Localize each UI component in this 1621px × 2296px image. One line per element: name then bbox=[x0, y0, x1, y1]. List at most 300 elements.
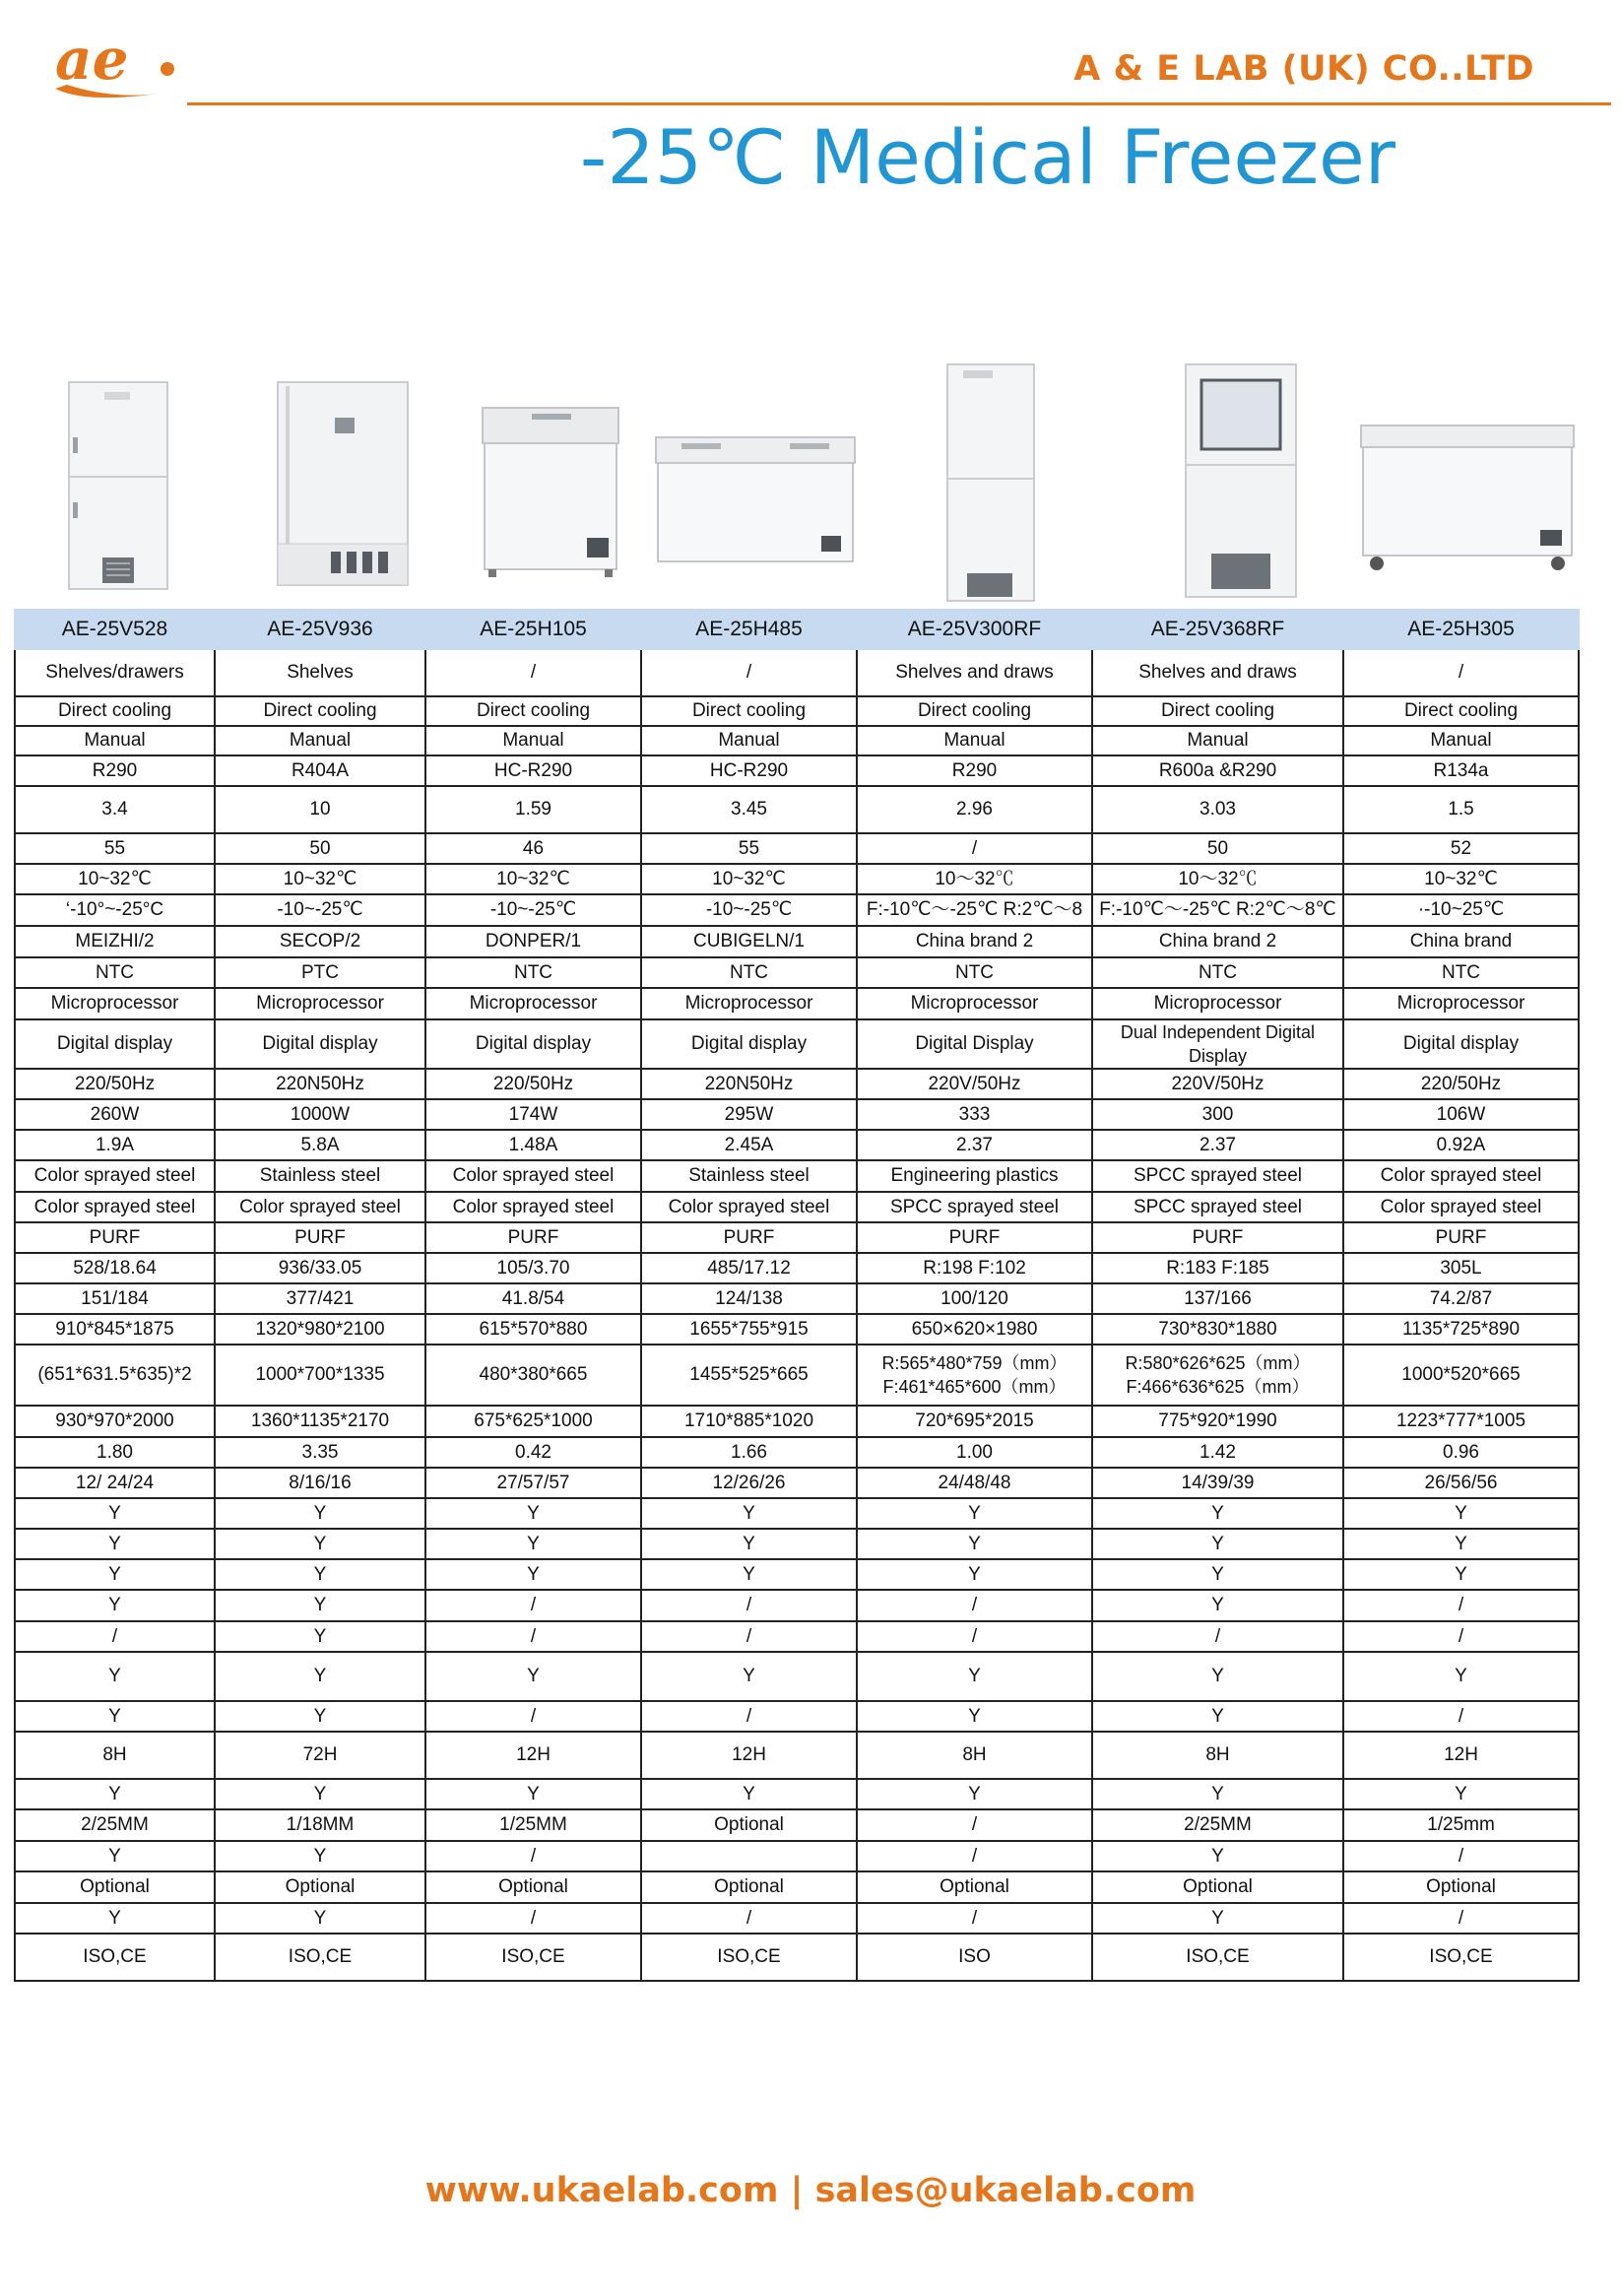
spec-cell: Microprocessor bbox=[641, 988, 857, 1019]
spec-cell: Manual bbox=[215, 726, 425, 755]
spec-cell: NTC bbox=[1092, 957, 1343, 988]
spec-cell: Manual bbox=[641, 726, 857, 755]
spec-cell: Y bbox=[425, 1498, 641, 1529]
spec-cell: Microprocessor bbox=[215, 988, 425, 1019]
spec-cell: PURF bbox=[215, 1222, 425, 1253]
spec-cell: 220/50Hz bbox=[1343, 1069, 1579, 1099]
spec-cell: 1.59 bbox=[425, 786, 641, 833]
spec-cell: Direct cooling bbox=[1092, 696, 1343, 726]
spec-cell: 10~32℃ bbox=[15, 864, 215, 894]
spec-cell: 27/57/57 bbox=[425, 1468, 641, 1498]
spec-cell: 1/25mm bbox=[1343, 1809, 1579, 1841]
spec-cell: 333 bbox=[857, 1099, 1092, 1130]
spec-cell: Y bbox=[1092, 1903, 1343, 1934]
spec-cell: Y bbox=[1343, 1652, 1579, 1701]
spec-cell: Direct cooling bbox=[215, 696, 425, 726]
spec-cell: / bbox=[425, 1701, 641, 1732]
spec-cell: China brand 2 bbox=[1092, 926, 1343, 957]
spec-cell: 1135*725*890 bbox=[1343, 1314, 1579, 1345]
spec-cell: ISO,CE bbox=[1092, 1934, 1343, 1981]
spec-row bbox=[15, 649, 1579, 696]
spec-row bbox=[15, 696, 1579, 726]
spec-cell: Color sprayed steel bbox=[215, 1192, 425, 1222]
spec-cell: 52 bbox=[1343, 833, 1579, 864]
spec-cell: 1/25MM bbox=[425, 1809, 641, 1841]
spec-cell: / bbox=[641, 1903, 857, 1934]
spec-cell: Y bbox=[215, 1529, 425, 1559]
spec-cell: / bbox=[641, 1621, 857, 1652]
page-title: -25℃ Medical Freezer bbox=[579, 113, 1396, 201]
spec-cell: 8H bbox=[1092, 1732, 1343, 1779]
spec-cell: Color sprayed steel bbox=[1343, 1160, 1579, 1192]
spec-cell: / bbox=[15, 1621, 215, 1652]
spec-cell: SPCC sprayed steel bbox=[1092, 1160, 1343, 1192]
product-image-ae-25h485 bbox=[652, 433, 859, 571]
spec-cell: 936/33.05 bbox=[215, 1253, 425, 1283]
spec-cell: Digital display bbox=[641, 1019, 857, 1069]
spec-cell: Y bbox=[1343, 1779, 1579, 1809]
spec-row bbox=[15, 1019, 1579, 1069]
spec-cell: / bbox=[857, 1841, 1092, 1871]
spec-cell: Digital display bbox=[425, 1019, 641, 1069]
spec-row bbox=[15, 1069, 1579, 1099]
spec-cell: Y bbox=[857, 1529, 1092, 1559]
spec-cell: Optional bbox=[857, 1871, 1092, 1903]
spec-cell: Microprocessor bbox=[15, 988, 215, 1019]
spec-cell: / bbox=[1343, 1621, 1579, 1652]
spec-cell: 10~32℃ bbox=[215, 864, 425, 894]
spec-cell: Optional bbox=[1343, 1871, 1579, 1903]
spec-row bbox=[15, 726, 1579, 755]
spec-table bbox=[14, 609, 1580, 1982]
spec-cell: Digital display bbox=[1343, 1019, 1579, 1069]
spec-cell: Y bbox=[15, 1529, 215, 1559]
spec-cell: Y bbox=[1092, 1701, 1343, 1732]
spec-cell: Engineering plastics bbox=[857, 1160, 1092, 1192]
model-name: AE-25H105 bbox=[425, 610, 641, 649]
spec-cell: Stainless steel bbox=[641, 1160, 857, 1192]
spec-cell: PURF bbox=[1092, 1222, 1343, 1253]
spec-cell: -10~-25℃ bbox=[641, 894, 857, 926]
spec-cell: R:565*480*759（mm） F:461*465*600（mm） bbox=[857, 1345, 1092, 1406]
spec-cell: 0.42 bbox=[425, 1437, 641, 1468]
spec-cell: CUBIGELN/1 bbox=[641, 926, 857, 957]
spec-cell: Manual bbox=[15, 726, 215, 755]
spec-row bbox=[15, 1192, 1579, 1222]
product-image-ae-25h105 bbox=[477, 404, 624, 581]
company-name: A & E LAB (UK) CO..LTD bbox=[1073, 49, 1534, 89]
product-image-ae-25v936 bbox=[274, 378, 412, 591]
spec-row bbox=[15, 1437, 1579, 1468]
product-images bbox=[14, 355, 1578, 609]
spec-cell: Y bbox=[215, 1621, 425, 1652]
spec-cell: PURF bbox=[15, 1222, 215, 1253]
spec-cell: Color sprayed steel bbox=[641, 1192, 857, 1222]
spec-cell: HC-R290 bbox=[641, 755, 857, 786]
spec-cell: / bbox=[425, 1590, 641, 1621]
spec-cell: 220/50Hz bbox=[15, 1069, 215, 1099]
spec-cell: Y bbox=[641, 1498, 857, 1529]
spec-cell: Direct cooling bbox=[857, 696, 1092, 726]
spec-row bbox=[15, 1621, 1579, 1652]
spec-row bbox=[15, 864, 1579, 894]
spec-cell: Optional bbox=[1092, 1871, 1343, 1903]
spec-row bbox=[15, 755, 1579, 786]
spec-cell: Y bbox=[215, 1903, 425, 1934]
spec-cell: 46 bbox=[425, 833, 641, 864]
model-name: AE-25V936 bbox=[215, 610, 425, 649]
spec-cell: Color sprayed steel bbox=[1343, 1192, 1579, 1222]
spec-cell: Y bbox=[641, 1652, 857, 1701]
spec-row bbox=[15, 1529, 1579, 1559]
spec-cell: Manual bbox=[857, 726, 1092, 755]
spec-cell: 2/25MM bbox=[1092, 1809, 1343, 1841]
spec-cell: 151/184 bbox=[15, 1283, 215, 1314]
spec-cell: Direct cooling bbox=[1343, 696, 1579, 726]
spec-cell: 1320*980*2100 bbox=[215, 1314, 425, 1345]
spec-cell: 10~32℃ bbox=[425, 864, 641, 894]
spec-cell: 3.4 bbox=[15, 786, 215, 833]
spec-cell: 220N50Hz bbox=[215, 1069, 425, 1099]
spec-cell: Y bbox=[215, 1779, 425, 1809]
spec-cell: / bbox=[641, 1590, 857, 1621]
spec-cell: 1223*777*1005 bbox=[1343, 1406, 1579, 1437]
spec-cell: 3.03 bbox=[1092, 786, 1343, 833]
spec-cell: Y bbox=[1092, 1779, 1343, 1809]
spec-cell: / bbox=[857, 1809, 1092, 1841]
spec-cell: Y bbox=[15, 1779, 215, 1809]
spec-cell: Stainless steel bbox=[215, 1160, 425, 1192]
spec-cell: Y bbox=[641, 1529, 857, 1559]
spec-cell: 50 bbox=[215, 833, 425, 864]
spec-cell: Y bbox=[215, 1498, 425, 1529]
model-name: AE-25V300RF bbox=[857, 610, 1092, 649]
spec-cell: 295W bbox=[641, 1099, 857, 1130]
spec-cell: 305L bbox=[1343, 1253, 1579, 1283]
product-image-ae-25v368rf bbox=[1182, 361, 1300, 603]
spec-cell: Y bbox=[1343, 1559, 1579, 1590]
spec-cell: / bbox=[1343, 1903, 1579, 1934]
header-divider bbox=[187, 102, 1611, 105]
spec-cell: Y bbox=[15, 1701, 215, 1732]
spec-cell: 1000*520*665 bbox=[1343, 1345, 1579, 1406]
spec-cell: 50 bbox=[1092, 833, 1343, 864]
spec-cell: 2.45A bbox=[641, 1130, 857, 1160]
spec-cell: / bbox=[1092, 1621, 1343, 1652]
spec-cell: PTC bbox=[215, 957, 425, 988]
spec-cell: 8/16/16 bbox=[215, 1468, 425, 1498]
spec-cell: R600a &R290 bbox=[1092, 755, 1343, 786]
spec-cell: 1.42 bbox=[1092, 1437, 1343, 1468]
spec-row bbox=[15, 1222, 1579, 1253]
spec-row bbox=[15, 1903, 1579, 1934]
spec-cell: ISO bbox=[857, 1934, 1092, 1981]
spec-cell: 8H bbox=[15, 1732, 215, 1779]
spec-row bbox=[15, 1283, 1579, 1314]
spec-row bbox=[15, 1590, 1579, 1621]
spec-cell: R:198 F:102 bbox=[857, 1253, 1092, 1283]
spec-cell: Y bbox=[857, 1559, 1092, 1590]
spec-row bbox=[15, 1934, 1579, 1981]
spec-cell: 220/50Hz bbox=[425, 1069, 641, 1099]
spec-cell: 12/26/26 bbox=[641, 1468, 857, 1498]
spec-cell: Y bbox=[1092, 1652, 1343, 1701]
spec-cell: 105/3.70 bbox=[425, 1253, 641, 1283]
spec-cell: 12H bbox=[1343, 1732, 1579, 1779]
spec-cell: 1/18MM bbox=[215, 1809, 425, 1841]
spec-row bbox=[15, 1130, 1579, 1160]
spec-cell: 1.00 bbox=[857, 1437, 1092, 1468]
spec-cell: Shelves/drawers bbox=[15, 649, 215, 696]
spec-cell: R290 bbox=[857, 755, 1092, 786]
spec-cell: 650×620×1980 bbox=[857, 1314, 1092, 1345]
spec-cell: Shelves and draws bbox=[1092, 649, 1343, 696]
spec-row bbox=[15, 894, 1579, 926]
model-name: AE-25H305 bbox=[1343, 610, 1579, 649]
spec-cell: Dual Independent Digital Display bbox=[1092, 1019, 1343, 1069]
spec-cell: NTC bbox=[1343, 957, 1579, 988]
spec-cell: 480*380*665 bbox=[425, 1345, 641, 1406]
spec-cell: / bbox=[1343, 1590, 1579, 1621]
spec-cell: Y bbox=[641, 1559, 857, 1590]
logo-dot bbox=[161, 62, 174, 76]
spec-cell: Direct cooling bbox=[15, 696, 215, 726]
spec-cell: 106W bbox=[1343, 1099, 1579, 1130]
spec-cell: Shelves and draws bbox=[857, 649, 1092, 696]
spec-cell: (651*631.5*635)*2 bbox=[15, 1345, 215, 1406]
spec-cell: Digital display bbox=[215, 1019, 425, 1069]
spec-cell: Y bbox=[215, 1590, 425, 1621]
spec-cell: F:-10℃～-25℃ R:2℃～8 bbox=[857, 894, 1092, 926]
model-name: AE-25V368RF bbox=[1092, 610, 1343, 649]
spec-cell: 1655*755*915 bbox=[641, 1314, 857, 1345]
spec-cell: 10~32℃ bbox=[1343, 864, 1579, 894]
spec-cell bbox=[641, 1841, 857, 1871]
spec-table-body bbox=[15, 649, 1579, 1981]
spec-cell: 1.80 bbox=[15, 1437, 215, 1468]
spec-cell: Color sprayed steel bbox=[425, 1192, 641, 1222]
spec-cell: Y bbox=[15, 1498, 215, 1529]
spec-cell: 8H bbox=[857, 1732, 1092, 1779]
spec-cell: SPCC sprayed steel bbox=[857, 1192, 1092, 1222]
spec-cell: 1455*525*665 bbox=[641, 1345, 857, 1406]
spec-cell: / bbox=[857, 1621, 1092, 1652]
spec-row bbox=[15, 1468, 1579, 1498]
spec-cell: Direct cooling bbox=[425, 696, 641, 726]
spec-cell: 615*570*880 bbox=[425, 1314, 641, 1345]
spec-row bbox=[15, 1406, 1579, 1437]
spec-cell: Y bbox=[641, 1779, 857, 1809]
spec-cell: Y bbox=[1092, 1590, 1343, 1621]
spec-cell: Y bbox=[857, 1701, 1092, 1732]
spec-cell: 3.35 bbox=[215, 1437, 425, 1468]
spec-cell: Manual bbox=[1092, 726, 1343, 755]
spec-cell: Digital Display bbox=[857, 1019, 1092, 1069]
spec-row bbox=[15, 1253, 1579, 1283]
spec-row bbox=[15, 1779, 1579, 1809]
spec-cell: 300 bbox=[1092, 1099, 1343, 1130]
spec-cell: 2.37 bbox=[1092, 1130, 1343, 1160]
spec-cell: 0.92A bbox=[1343, 1130, 1579, 1160]
spec-cell: 775*920*1990 bbox=[1092, 1406, 1343, 1437]
spec-cell: Y bbox=[1343, 1529, 1579, 1559]
spec-cell: Y bbox=[857, 1652, 1092, 1701]
spec-cell: China brand 2 bbox=[857, 926, 1092, 957]
spec-cell: 14/39/39 bbox=[1092, 1468, 1343, 1498]
spec-cell: 720*695*2015 bbox=[857, 1406, 1092, 1437]
logo-text: ae bbox=[55, 28, 129, 93]
spec-cell: 2/25MM bbox=[15, 1809, 215, 1841]
spec-cell: / bbox=[425, 1903, 641, 1934]
spec-cell: Y bbox=[857, 1498, 1092, 1529]
spec-cell: 0.96 bbox=[1343, 1437, 1579, 1468]
spec-cell: / bbox=[1343, 649, 1579, 696]
spec-cell: DONPER/1 bbox=[425, 926, 641, 957]
spec-cell: 3.45 bbox=[641, 786, 857, 833]
spec-cell: ISO,CE bbox=[641, 1934, 857, 1981]
spec-cell: Y bbox=[15, 1590, 215, 1621]
spec-row bbox=[15, 1652, 1579, 1701]
spec-row bbox=[15, 1160, 1579, 1192]
spec-cell: Y bbox=[1092, 1498, 1343, 1529]
spec-cell: / bbox=[1343, 1841, 1579, 1871]
spec-cell: R290 bbox=[15, 755, 215, 786]
spec-cell: -10~-25℃ bbox=[425, 894, 641, 926]
spec-cell: 41.8/54 bbox=[425, 1283, 641, 1314]
spec-cell: 1.48A bbox=[425, 1130, 641, 1160]
product-image-ae-25v300rf bbox=[943, 361, 1038, 607]
spec-cell: Y bbox=[215, 1559, 425, 1590]
spec-cell: Y bbox=[857, 1779, 1092, 1809]
spec-cell: / bbox=[641, 1701, 857, 1732]
spec-cell: NTC bbox=[641, 957, 857, 988]
spec-cell: Direct cooling bbox=[641, 696, 857, 726]
spec-row bbox=[15, 1732, 1579, 1779]
spec-cell: Y bbox=[425, 1559, 641, 1590]
spec-cell: 1710*885*1020 bbox=[641, 1406, 857, 1437]
spec-cell: NTC bbox=[857, 957, 1092, 988]
spec-cell: Y bbox=[215, 1652, 425, 1701]
footer-contact: www.ukaelab.com | sales@ukaelab.com bbox=[424, 2171, 1197, 2210]
spec-cell: HC-R290 bbox=[425, 755, 641, 786]
spec-cell: Y bbox=[425, 1652, 641, 1701]
spec-cell: 5.8A bbox=[215, 1130, 425, 1160]
spec-cell: / bbox=[425, 1841, 641, 1871]
spec-cell: Y bbox=[425, 1779, 641, 1809]
spec-cell: 10 bbox=[215, 786, 425, 833]
spec-cell: / bbox=[857, 833, 1092, 864]
spec-cell: 12/ 24/24 bbox=[15, 1468, 215, 1498]
model-header-row bbox=[15, 610, 1579, 649]
spec-row bbox=[15, 833, 1579, 864]
spec-cell: Manual bbox=[1343, 726, 1579, 755]
model-name: AE-25H485 bbox=[641, 610, 857, 649]
spec-cell: PURF bbox=[641, 1222, 857, 1253]
spec-cell: 2.37 bbox=[857, 1130, 1092, 1160]
spec-cell: Y bbox=[15, 1903, 215, 1934]
spec-cell: ISO,CE bbox=[215, 1934, 425, 1981]
spec-cell: Microprocessor bbox=[857, 988, 1092, 1019]
spec-cell: ISO,CE bbox=[1343, 1934, 1579, 1981]
spec-cell: 10~32℃ bbox=[641, 864, 857, 894]
spec-cell: -10~-25℃ bbox=[215, 894, 425, 926]
product-image-ae-25v528 bbox=[65, 378, 173, 595]
spec-row bbox=[15, 1809, 1579, 1841]
spec-cell: 485/17.12 bbox=[641, 1253, 857, 1283]
spec-cell: 72H bbox=[215, 1732, 425, 1779]
spec-cell: / bbox=[425, 649, 641, 696]
spec-cell: 1360*1135*2170 bbox=[215, 1406, 425, 1437]
spec-row bbox=[15, 1701, 1579, 1732]
spec-row bbox=[15, 1841, 1579, 1871]
spec-row bbox=[15, 1871, 1579, 1903]
spec-cell: 124/138 bbox=[641, 1283, 857, 1314]
spec-cell: China brand bbox=[1343, 926, 1579, 957]
spec-cell: Microprocessor bbox=[1092, 988, 1343, 1019]
spec-cell: ‘-10°~-25°C bbox=[15, 894, 215, 926]
spec-cell: 2.96 bbox=[857, 786, 1092, 833]
spec-row bbox=[15, 957, 1579, 988]
spec-cell: 675*625*1000 bbox=[425, 1406, 641, 1437]
spec-cell: 220V/50Hz bbox=[857, 1069, 1092, 1099]
spec-cell: 1000*700*1335 bbox=[215, 1345, 425, 1406]
spec-cell: Color sprayed steel bbox=[15, 1160, 215, 1192]
spec-cell: 220V/50Hz bbox=[1092, 1069, 1343, 1099]
spec-cell: 377/421 bbox=[215, 1283, 425, 1314]
spec-row bbox=[15, 1314, 1579, 1345]
spec-cell: ISO,CE bbox=[425, 1934, 641, 1981]
spec-cell: SECOP/2 bbox=[215, 926, 425, 957]
spec-cell: Manual bbox=[425, 726, 641, 755]
spec-cell: Microprocessor bbox=[1343, 988, 1579, 1019]
spec-cell: / bbox=[1343, 1701, 1579, 1732]
spec-cell: 74.2/87 bbox=[1343, 1283, 1579, 1314]
spec-cell: R404A bbox=[215, 755, 425, 786]
spec-cell: Optional bbox=[15, 1871, 215, 1903]
spec-cell: SPCC sprayed steel bbox=[1092, 1192, 1343, 1222]
spec-cell: ISO,CE bbox=[15, 1934, 215, 1981]
spec-cell: 10～32℃ bbox=[857, 864, 1092, 894]
spec-cell: Shelves bbox=[215, 649, 425, 696]
spec-cell: / bbox=[857, 1590, 1092, 1621]
spec-cell: Optional bbox=[425, 1871, 641, 1903]
spec-cell: Optional bbox=[641, 1809, 857, 1841]
spec-row bbox=[15, 1099, 1579, 1130]
spec-cell: NTC bbox=[425, 957, 641, 988]
spec-cell: 55 bbox=[15, 833, 215, 864]
spec-cell: PURF bbox=[1343, 1222, 1579, 1253]
spec-cell: Y bbox=[1343, 1498, 1579, 1529]
spec-cell: Y bbox=[15, 1841, 215, 1871]
spec-cell: Microprocessor bbox=[425, 988, 641, 1019]
product-image-ae-25h305 bbox=[1357, 422, 1578, 575]
spec-cell: 910*845*1875 bbox=[15, 1314, 215, 1345]
spec-cell: 1.5 bbox=[1343, 786, 1579, 833]
spec-cell: MEIZHI/2 bbox=[15, 926, 215, 957]
spec-cell: 528/18.64 bbox=[15, 1253, 215, 1283]
spec-cell: Y bbox=[15, 1652, 215, 1701]
spec-cell: Y bbox=[1092, 1841, 1343, 1871]
spec-cell: 930*970*2000 bbox=[15, 1406, 215, 1437]
spec-cell: Y bbox=[425, 1529, 641, 1559]
spec-cell: R:580*626*625（mm） F:466*636*625（mm） bbox=[1092, 1345, 1343, 1406]
spec-cell: / bbox=[641, 649, 857, 696]
spec-cell: 1000W bbox=[215, 1099, 425, 1130]
spec-cell: F:-10℃～-25℃ R:2℃～8℃ bbox=[1092, 894, 1343, 926]
spec-row bbox=[15, 926, 1579, 957]
spec-cell: Y bbox=[15, 1559, 215, 1590]
spec-cell: R:183 F:185 bbox=[1092, 1253, 1343, 1283]
